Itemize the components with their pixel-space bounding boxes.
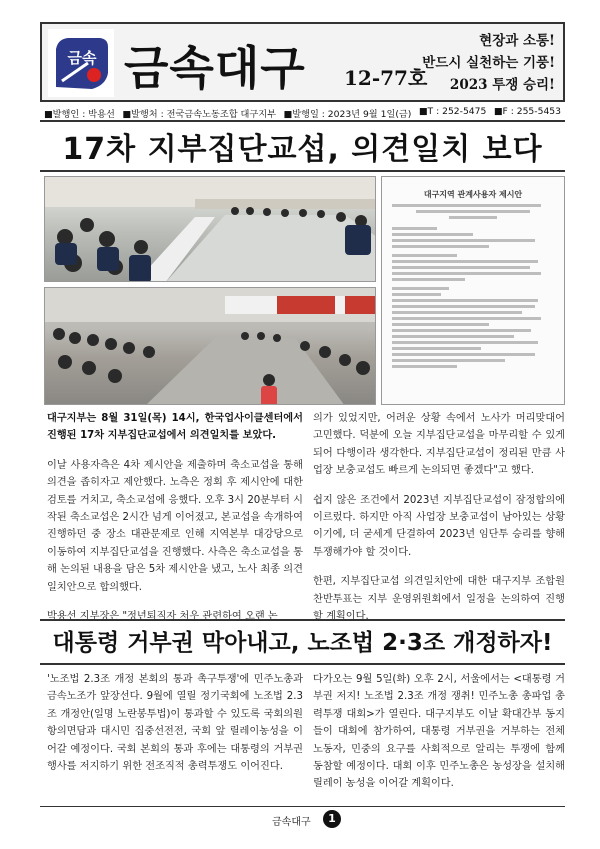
bargaining-photo-top [44, 176, 376, 282]
photo-illustration [45, 177, 376, 282]
bargaining-photo-bottom [44, 287, 376, 405]
article1-paragraph: 이날 사용자측은 4차 제시안을 제출하며 축소교섭을 통해 의견을 좁히자고 제안했다. 노측은 정회 후 제시안에 대한 검토를 거치고, 축소교섭에 응했다. 오후 3시 20분부터 시작된 축소교섭은 2시간 넘게 이어졌고, 본교섭을 속개하여 진행하던 중 장소 대관문제로 인해 지역본부 대강당으로 이동하여 지부집단교섭을 진행했다. 사측은 축소교섭을 통해 논의된 내용을 담은 5차 제시안을 냈고, 노사 최종 의견일치안으로 합의했다. [47, 459, 303, 593]
article1-paragraph: 박용선 지부장은 "정년퇴직자 처우 관련하여 오랜 논 [47, 611, 278, 623]
document-title: 대구지역 관계사용자 제시안 [423, 190, 523, 199]
article2-headline: 대통령 거부권 막아내고, 노조법 2·3조 개정하자! [40, 619, 565, 665]
union-logo [48, 29, 114, 97]
article1-paragraph: 한편, 지부집단교섭 의견일치안에 대한 대구지부 조합원 찬반투표는 지부 운영위원회에서 일정을 논의하여 진행할 계획이다. [313, 576, 565, 623]
article2-paragraph: '노조법 2.3조 개정 본회의 통과 촉구투쟁'에 민주노총과 금속노조가 앞장선다. 9월에 열릴 정기국회에 노조법 2.3조 개정안(일명 노란봉투법)이 통과할 수 있도록 국회의원 항의면담과 대시민 집중선전전, 국회 앞 릴레이농성을 이어갈 예정이다. 국회 본회의 통과 후에는 대통령의 거부권 행사를 저지하기 위한 전조직적 총력투쟁도 이어진다. [47, 674, 303, 773]
phone: ■T : 252-5475 [418, 106, 487, 117]
article1-paragraph: 쉽지 않은 조건에서 2023년 지부집단교섭이 잠정합의에 이르렀다. 하지만 아직 사업장 보충교섭이 남아있는 상황이기에, 더 굳세게 단결하여 2023년 임단투 승리를 향해 투쟁해가야 할 것이다. [313, 494, 565, 558]
logo-text: 금속 [67, 49, 97, 67]
article1-paragraph: 대구지부는 8월 31일(목) 14시, 한국업사이클센터에서 진행된 17차 지부집단교섭에서 의견일치를 보았다. [47, 413, 303, 442]
slogan-1: 현장과 소통! [479, 33, 555, 49]
article2-paragraph: 다가오는 9월 5일(화) 오후 2시, 서울에서는 <대통령 거부권 저지! 노조법 2.3조 개정 쟁취! 민주노총 총파업 총력투쟁 대회>가 열린다. 대구지부도 이날 확대간부 동지들이 대회에 참가하여, 대통령 거부권을 거부하는 전체 노동자, 민중의 요구를 사회적으로 알리는 투쟁에 함께 동참할 예정이다. 대회 이후 민주노총은 농성장을 설치해 릴레이 농성을 이어갈 계획이다. [313, 674, 565, 790]
footer-paper-name: 금속대구 [272, 817, 311, 828]
proposal-document-image [381, 176, 565, 405]
publish-date: ■발행일 : 2023년 9월 1일(금) [283, 109, 412, 120]
slogan-2: 반드시 실천하는 기풍! [422, 55, 555, 71]
article1-column-1 [47, 410, 303, 625]
slogans [422, 30, 555, 96]
article2-column-2 [313, 671, 565, 793]
footer [40, 806, 565, 830]
page-number: 1 [323, 810, 341, 828]
issue-number: 12-77호 [344, 66, 428, 90]
article1-headline: 17차 지부집단교섭, 의견일치 보다 [40, 128, 565, 172]
publisher: ■발행인 : 박용선 [44, 109, 115, 120]
publishing-org: ■발행처 : 전국금속노동조합 대구지부 [122, 109, 277, 120]
masthead [40, 22, 565, 102]
article1-paragraph: 의가 있었지만, 어려운 상황 속에서 노사가 머리맞대어 고민했다. 덕분에 오늘 지부집단교섭을 마무리할 수 있게 되어 다행이라 생각한다. 지부집단교섭이 정리된 만큼 사업장 보충교섭도 빠르게 논의되면 좋겠다"고 했다. [313, 413, 565, 477]
article2-column-1 [47, 671, 303, 775]
publication-bar [40, 106, 565, 122]
photo-illustration [45, 288, 376, 405]
slogan-3: 2023 투쟁 승리! [449, 77, 555, 93]
paper-name: 금속대구 [124, 41, 306, 95]
fax: ■F : 255-5453 [493, 106, 561, 117]
article1-column-2 [313, 410, 565, 625]
